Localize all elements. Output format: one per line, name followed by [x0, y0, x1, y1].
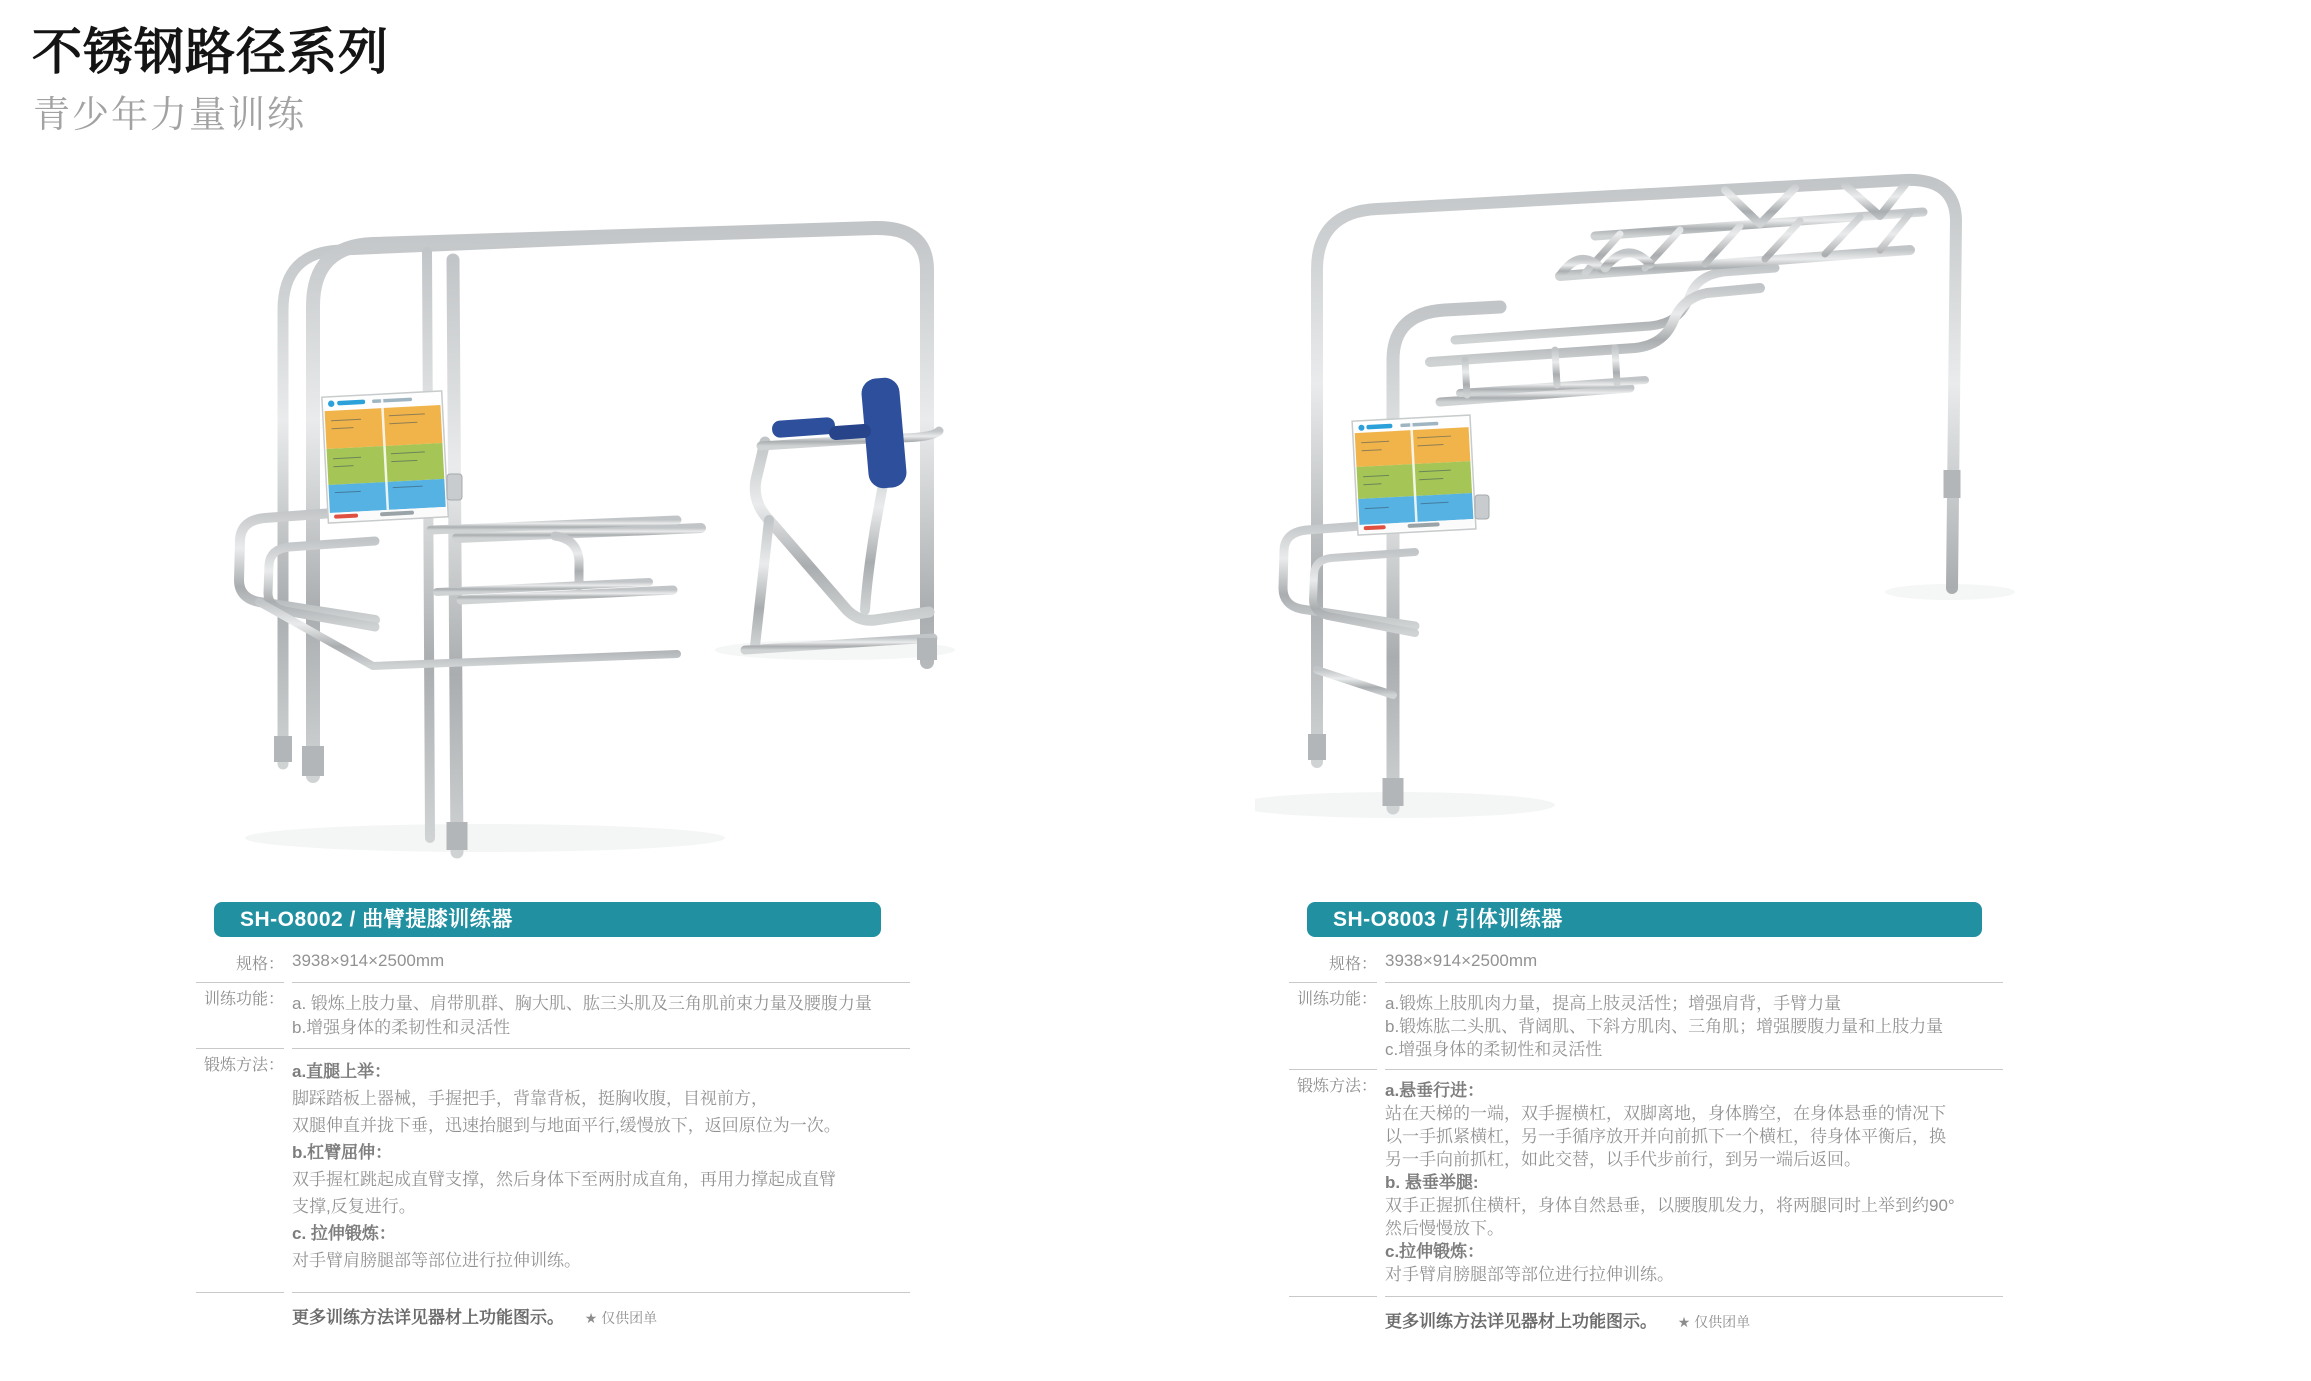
- method-line: 双手正握抓住横杆，身体自然悬垂，以腰腹肌发力，将两腿同时上举到约90°: [1385, 1196, 1955, 1215]
- method-line: 然后慢慢放下。: [1385, 1219, 1504, 1238]
- product-header-bar: [1307, 902, 1982, 937]
- dip-station-pads: [772, 377, 908, 490]
- instruction-sign-panel: [1352, 415, 1476, 535]
- page-title: 不锈钢路径系列: [32, 24, 389, 80]
- methods-label: 锻炼方法：: [1289, 1069, 1377, 1286]
- instruction-sign-panel: [322, 391, 448, 523]
- method-line: 脚踩踏板上器械，手握把手，背靠背板，挺胸收腹，目视前方，: [292, 1089, 768, 1108]
- methods-label: 锻炼方法：: [196, 1048, 284, 1274]
- functions-label: 训练功能：: [196, 982, 284, 1040]
- method-line: 以一手抓紧横杠，另一手循序放开并向前抓下一个横杠，待身体平衡后，换: [1385, 1127, 1946, 1146]
- footer-label-spacer: [1289, 1296, 1377, 1339]
- product-card-sh-o8003: [1289, 902, 2003, 1347]
- function-line: b.增强身体的柔韧性和灵活性: [292, 1018, 511, 1037]
- methods-value: [1385, 1069, 2003, 1286]
- product-header: SH-O8002 / 曲臂提膝训练器: [240, 908, 513, 931]
- functions-value: [1385, 982, 2003, 1061]
- product-photo-sh-o8002: [225, 148, 985, 893]
- method-line: 双腿伸直并拢下垂，迅速抬腿到与地面平行,缓慢放下，返回原位为一次。: [292, 1116, 841, 1135]
- function-line: a. 锻炼上肢力量、肩带肌群、胸大肌、肱三头肌及三角肌前束力量及腰腹力量: [292, 994, 872, 1013]
- method-line: 支撑,反复进行。: [292, 1197, 416, 1216]
- product-photo-sh-o8003: [1255, 150, 2065, 885]
- spec-label: 规格：: [235, 956, 284, 973]
- function-line: a.锻炼上肢肌肉力量，提高上肢灵活性；增强肩背，手臂力量: [1385, 994, 1842, 1013]
- ground-sleeves: [283, 638, 927, 850]
- method-line: 站在天梯的一端，双手握横杠，双脚离地，身体腾空，在身体悬垂的情况下: [1385, 1104, 1946, 1123]
- sign-clamp: [447, 474, 462, 500]
- functions-value: [292, 982, 910, 1040]
- product-header: SH-O8003 / 引体训练器: [1333, 908, 1563, 931]
- function-line: b.锻炼肱二头肌、背阔肌、下斜方肌肉、三角肌；增强腰腹力量和上肢力量: [1385, 1017, 1944, 1036]
- sign-clamp: [1475, 495, 1489, 519]
- footer-note: 更多训练方法详见器材上功能图示。: [292, 1308, 564, 1327]
- spec-value: 3938×914×2500mm: [1385, 951, 1538, 970]
- dip-knee-raise-equipment-illustration: [225, 148, 985, 893]
- footer-label-spacer: [196, 1292, 284, 1335]
- spec-label: 规格：: [1328, 956, 1377, 973]
- method-line: 对手臂肩膀腿部等部位进行拉伸训练。: [1385, 1265, 1674, 1284]
- method-line: 对手臂肩膀腿部等部位进行拉伸训练。: [292, 1251, 581, 1270]
- method-heading: c.拉伸锻炼：: [1385, 1242, 1485, 1261]
- footer-star-note: ★ 仅供团单: [584, 1310, 658, 1326]
- method-heading: b. 悬垂举腿:: [1385, 1173, 1479, 1192]
- page-subtitle: 青少年力量训练: [33, 94, 306, 135]
- function-line: c.增强身体的柔韧性和灵活性: [1385, 1040, 1603, 1059]
- product-header-bar: [214, 902, 881, 937]
- functions-label: 训练功能：: [1289, 982, 1377, 1061]
- method-line: 另一手向前抓杠，如此交替，以手代步前行，到另一端后返回。: [1385, 1150, 1861, 1169]
- monkey-bar-equipment-illustration: [1255, 150, 2065, 885]
- product-card-sh-o8002: [196, 902, 910, 1343]
- methods-value: [292, 1048, 910, 1274]
- method-heading: c. 拉伸锻炼：: [292, 1224, 396, 1243]
- footer-star-note: ★ 仅供团单: [1677, 1314, 1751, 1330]
- spec-value: 3938×914×2500mm: [292, 951, 445, 970]
- method-heading: a.悬垂行进：: [1385, 1081, 1485, 1100]
- footer-note: 更多训练方法详见器材上功能图示。: [1385, 1312, 1657, 1331]
- method-heading: a.直腿上举：: [292, 1062, 392, 1081]
- method-line: 双手握杠跳起成直臂支撑，然后身体下至两肘成直角，再用力撑起成直臂: [292, 1170, 836, 1189]
- method-heading: b.杠臂屈伸：: [292, 1143, 393, 1162]
